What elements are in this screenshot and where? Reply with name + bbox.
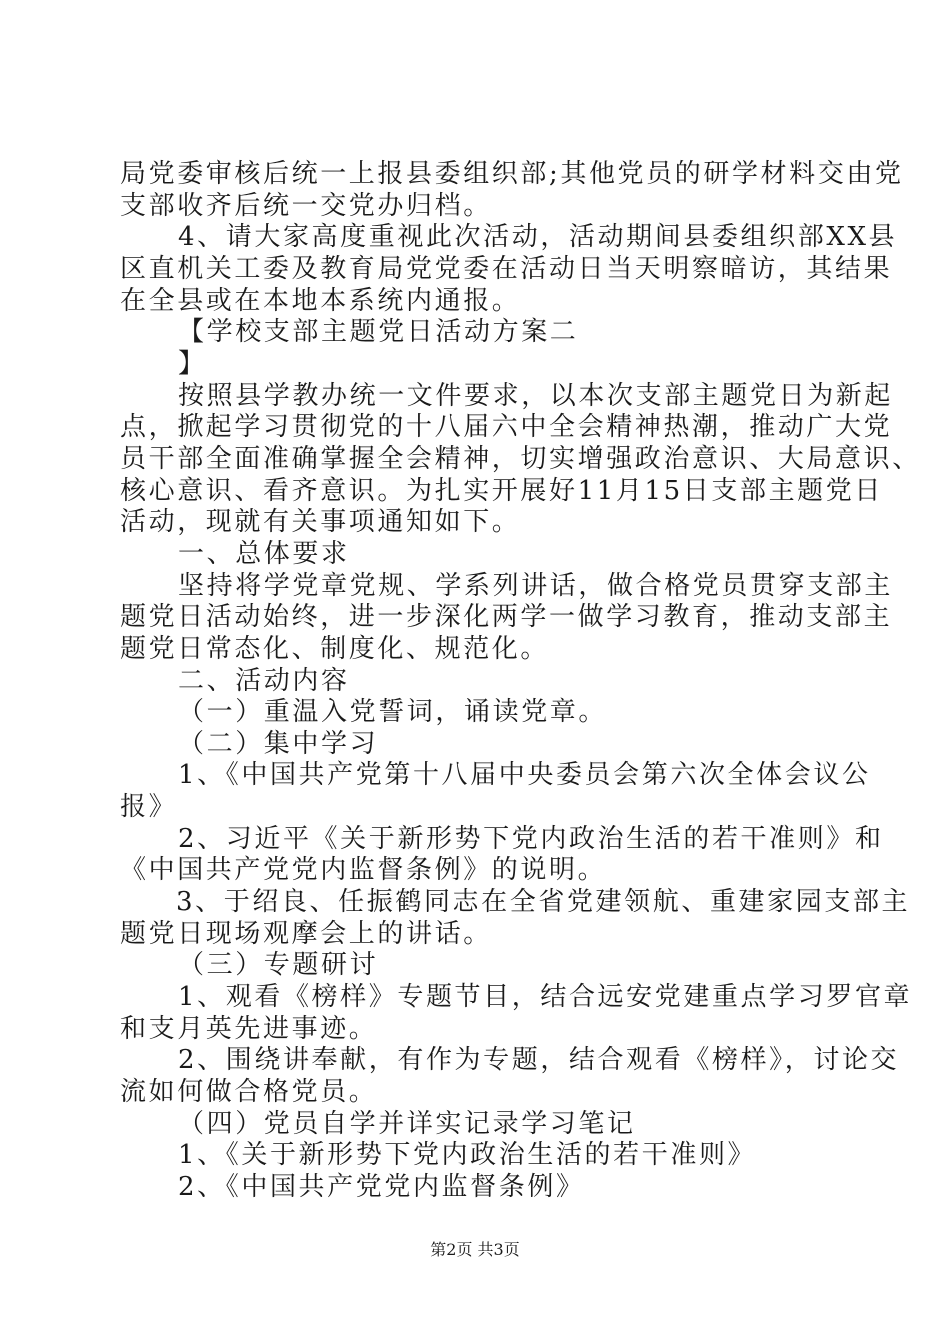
list-item: 2、围绕讲奉献，有作为专题，结合观看《榜样》，讨论交	[178, 1045, 900, 1075]
subsection-heading: （一）重温入党誓词，诵读党章。	[178, 697, 608, 727]
section-heading: 【学校支部主题党日活动方案二	[178, 317, 579, 347]
section-heading: 一、总体要求	[178, 539, 350, 569]
text-line: 核心意识、看齐意识。为扎实开展好11月15日支部主题党日	[120, 476, 883, 506]
list-item: 《中国共产党党内监督条例》的说明。	[120, 855, 607, 885]
text-line: 在全县或在本地本系统内通报。	[120, 286, 521, 316]
section-heading: 二、活动内容	[178, 666, 350, 696]
text-line: 员干部全面准确掌握全会精神，切实增强政治意识、大局意识、	[120, 444, 921, 474]
text-line: 区直机关工委及教育局党党委在活动日当天明察暗访，其结果	[120, 254, 893, 284]
page-number-footer: 第2页 共3页	[430, 1240, 520, 1259]
list-item: 1、《中国共产党第十八届中央委员会第六次全体会议公	[178, 760, 871, 790]
list-item: 和支月英先进事迹。	[120, 1014, 378, 1044]
list-item: 流如何做合格党员。	[120, 1077, 378, 1107]
subsection-heading: （三）专题研讨	[178, 950, 379, 980]
text-line: 支部收齐后统一交党办归档。	[120, 191, 492, 221]
text-line: 4、请大家高度重视此次活动，活动期间县委组织部XX县	[178, 222, 898, 252]
text-line: 活动，现就有关事项通知如下。	[120, 507, 521, 537]
text-line: 局党委审核后统一上报县委组织部;其他党员的研学材料交由党	[120, 159, 904, 189]
text-line: 题党日常态化、制度化、规范化。	[120, 634, 550, 664]
list-item: 1、《关于新形势下党内政治生活的若干准则》	[178, 1140, 757, 1170]
subsection-heading: （二）集中学习	[178, 729, 379, 759]
list-item: 2、习近平《关于新形势下党内政治生活的若干准则》和	[178, 824, 884, 854]
list-item: 2、《中国共产党党内监督条例》	[178, 1172, 585, 1202]
subsection-heading: （四）党员自学并详实记录学习笔记	[178, 1109, 636, 1139]
text-line: 坚持将学党章党规、学系列讲话，做合格党员贯穿支部主	[178, 571, 894, 601]
text-line: 按照县学教办统一文件要求，以本次支部主题党日为新起	[178, 381, 894, 411]
list-item: 3、于绍良、任振鹤同志在全省党建领航、重建家园支部主	[176, 887, 911, 917]
section-heading: 】	[178, 349, 207, 379]
list-item: 1、观看《榜样》专题节目，结合远安党建重点学习罗官章	[178, 982, 913, 1012]
list-item: 题党日现场观摩会上的讲话。	[120, 919, 492, 949]
text-line: 点，掀起学习贯彻党的十八届六中全会精神热潮，推动广大党	[120, 412, 893, 442]
list-item: 报》	[120, 792, 178, 822]
text-line: 题党日活动始终，进一步深化两学一做学习教育，推动支部主	[120, 602, 893, 632]
